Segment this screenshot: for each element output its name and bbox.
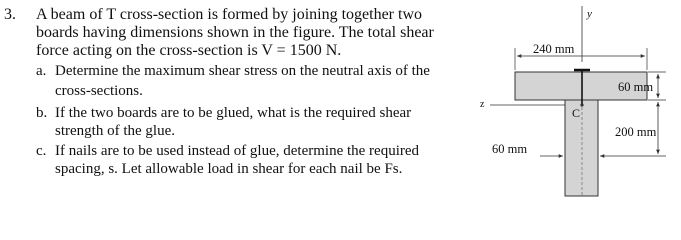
dim-web-thickness-label: 60 mm [492, 142, 528, 156]
part-a-marker: a. [36, 63, 47, 79]
part-b-marker: b. [36, 105, 48, 121]
t-beam-figure [470, 0, 681, 218]
y-axis-label: y [587, 8, 592, 20]
part-c-marker: c. [36, 143, 47, 159]
part-a-line-1: Determine the maximum shear stress on the neutral axis of the [55, 63, 430, 79]
part-b-line-1: If the two boards are to be glued, what is the required shear [55, 105, 412, 121]
problem-number: 3. [4, 6, 16, 23]
centroid-label: C [572, 106, 581, 120]
centroid-dot [580, 103, 583, 106]
part-a-line-2: cross-sections. [55, 83, 143, 99]
intro-line-2: boards having dimensions shown in the figure. The total shear [36, 24, 434, 41]
intro-line-3: force acting on the cross-section is V = 1500 N. [36, 42, 342, 59]
dim-flange-width-label: 240 mm [533, 42, 575, 56]
z-axis-label: z [480, 99, 485, 110]
dim-flange-thickness-label: 60 mm [618, 80, 654, 94]
dim-web-height-label: 200 mm [615, 125, 657, 139]
part-c-line-2: spacing, s. Let allowable load in shear for each nail be Fs. [55, 161, 403, 177]
part-b-line-2: strength of the glue. [55, 123, 175, 139]
part-c-line-1: If nails are to be used instead of glue, determine the required [55, 143, 420, 159]
intro-line-1: A beam of T cross-section is formed by joining together two [36, 6, 423, 23]
web-board [565, 100, 598, 196]
